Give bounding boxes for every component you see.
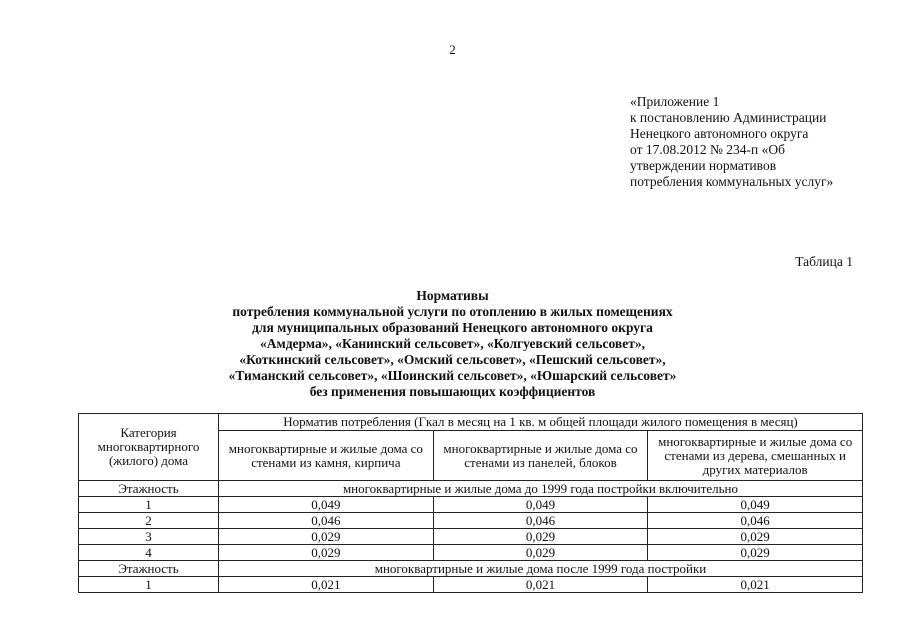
floors-cell: 1 bbox=[79, 577, 219, 593]
title-line: Нормативы bbox=[416, 288, 489, 303]
table-row bbox=[79, 545, 863, 561]
section-header-row bbox=[79, 481, 863, 497]
title-line: «Амдерма», «Канинский сельсовет», «Колгуевский сельсовет», bbox=[260, 336, 645, 351]
value-cell: 0,029 bbox=[648, 545, 863, 561]
floors-label: Этажность bbox=[79, 481, 219, 497]
appendix-line: потребления коммунальных услуг» bbox=[630, 174, 834, 189]
appendix-line: утверждении нормативов bbox=[630, 158, 777, 173]
column-header-panel: многоквартирные и жилые дома со стенами из панелей, блоков bbox=[433, 431, 648, 481]
norms-table bbox=[78, 413, 863, 593]
table-header-row bbox=[79, 414, 863, 431]
page-number: 2 bbox=[449, 42, 456, 57]
appendix-line: Ненецкого автономного округа bbox=[630, 126, 809, 141]
value-cell: 0,021 bbox=[219, 577, 434, 593]
value-cell: 0,029 bbox=[433, 545, 648, 561]
value-cell: 0,029 bbox=[219, 545, 434, 561]
column-header-stone: многоквартирные и жилые дома со стенами из камня, кирпича bbox=[219, 431, 434, 481]
table-row bbox=[79, 577, 863, 593]
table-row bbox=[79, 497, 863, 513]
floors-cell: 4 bbox=[79, 545, 219, 561]
appendix-line: «Приложение 1 bbox=[630, 94, 720, 109]
value-cell: 0,029 bbox=[433, 529, 648, 545]
title-line: «Тиманский сельсовет», «Шоинский сельсовет», «Юшарский сельсовет» bbox=[228, 368, 677, 383]
value-cell: 0,049 bbox=[648, 497, 863, 513]
value-cell: 0,049 bbox=[433, 497, 648, 513]
section-header-row bbox=[79, 561, 863, 577]
appendix-line: от 17.08.2012 № 234-п «Об bbox=[630, 142, 785, 157]
table-row bbox=[79, 529, 863, 545]
norm-header: Норматив потребления (Гкал в месяц на 1 кв. м общей площади жилого помещения в месяц) bbox=[219, 414, 863, 431]
section-caption: многоквартирные и жилые дома после 1999 года постройки bbox=[219, 561, 863, 577]
category-header: Категория многоквартирного (жилого) дома bbox=[79, 414, 219, 481]
title-line: «Коткинский сельсовет», «Омский сельсовет», «Пешский сельсовет», bbox=[239, 352, 666, 367]
value-cell: 0,046 bbox=[219, 513, 434, 529]
value-cell: 0,029 bbox=[648, 529, 863, 545]
floors-label: Этажность bbox=[79, 561, 219, 577]
section-caption: многоквартирные и жилые дома до 1999 года постройки включительно bbox=[219, 481, 863, 497]
title-line: потребления коммунальной услуги по отоплению в жилых помещениях bbox=[232, 304, 673, 319]
title-line: для муниципальных образований Ненецкого автономного округа bbox=[252, 320, 653, 335]
table-label: Таблица 1 bbox=[795, 254, 853, 269]
value-cell: 0,049 bbox=[219, 497, 434, 513]
value-cell: 0,021 bbox=[648, 577, 863, 593]
table-row bbox=[79, 513, 863, 529]
floors-cell: 1 bbox=[79, 497, 219, 513]
value-cell: 0,046 bbox=[648, 513, 863, 529]
appendix-line: к постановлению Администрации bbox=[630, 110, 827, 125]
title-line: без применения повышающих коэффициентов bbox=[309, 384, 596, 399]
value-cell: 0,021 bbox=[433, 577, 648, 593]
floors-cell: 3 bbox=[79, 529, 219, 545]
appendix-block bbox=[630, 94, 833, 190]
value-cell: 0,046 bbox=[433, 513, 648, 529]
column-header-wood: многоквартирные и жилые дома со стенами из дерева, смешанных и других материалов bbox=[648, 431, 863, 481]
document-title bbox=[0, 288, 905, 400]
value-cell: 0,029 bbox=[219, 529, 434, 545]
floors-cell: 2 bbox=[79, 513, 219, 529]
